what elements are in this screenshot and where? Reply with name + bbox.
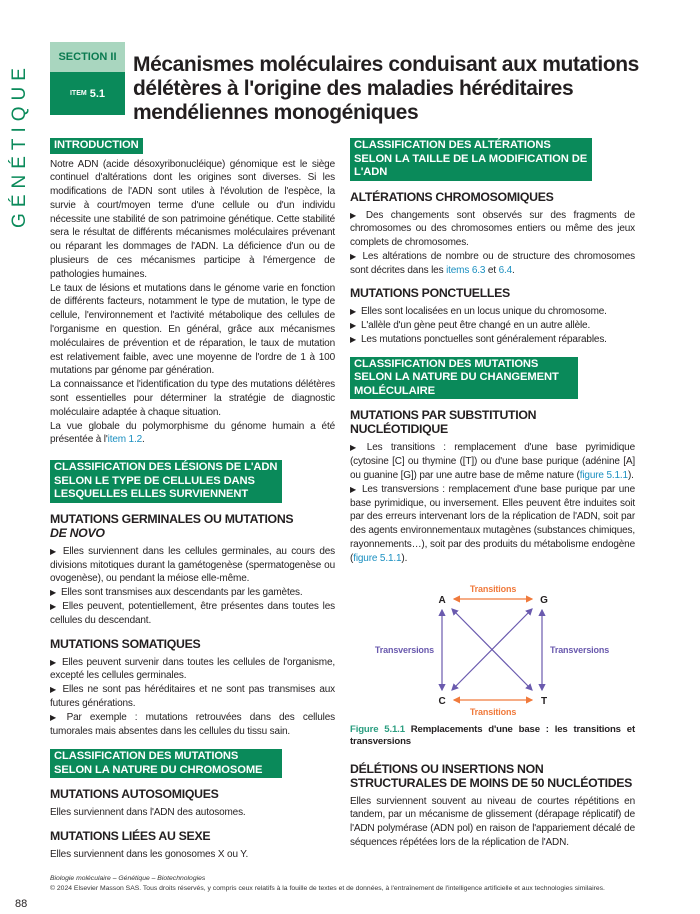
text: ). xyxy=(401,552,408,564)
sidebar-text: GÉNÉTIQUE xyxy=(9,62,30,228)
bullet xyxy=(350,441,635,482)
intro-paragraph: Le taux de lésions et mutations dans le génome varie en fonction de différents facteurs, notamment le type de mutation, le type de cellule, l'environnement et l'activité métabolique des cellules de l'organisme en question. En général, grâce aux mécanismes moléculaires de prévention et de réparation, le taux de mutation est relativement faible, avec une moyenne de l'ordre de 1 à 100 mutations par génome par génération. xyxy=(50,282,335,377)
section-badge xyxy=(50,42,125,115)
transitions-label-bottom: Transitions xyxy=(469,706,517,717)
item-link[interactable]: item 1.2 xyxy=(107,434,143,446)
section-heading-box: CLASSIFICATION DES MUTATIONS SELON LA NATURE DU CHROMOSOME xyxy=(50,749,282,778)
subheading: ALTÉRATIONS CHROMOSOMIQUES xyxy=(350,189,554,204)
text: La vue globale du polymorphisme du génome humain a été présentée à l' xyxy=(50,420,335,446)
bullet: ▶ Elles peuvent survenir dans toutes les cellules de l'organisme, excepté les cellules germinales. xyxy=(50,656,335,684)
page-title: Mécanismes moléculaires conduisant aux mutations délétères à l'origine des maladies héréditaires mendéliennes monogéniques xyxy=(133,53,639,124)
section-label: SECTION II xyxy=(50,42,125,72)
bullet: ▶ Elles sont transmises aux descendants par les gamètes. xyxy=(50,586,335,600)
figure-link[interactable]: figure 5.1.1 xyxy=(353,552,402,564)
item-number: 5.1 xyxy=(89,87,106,100)
bullet: ▶ Elles sont localisées en un locus unique du chromosome. xyxy=(350,305,635,319)
paragraph: Elles surviennent souvent au niveau de courtes répétitions en tandem, par un mécanisme de glissement (dérapage réplicatif) de l'ADN polymérase (ADN pol) en raison de l'appariement décalé de séquences répétées lors de la réplication de l'ADN. xyxy=(350,795,635,848)
subheading: MUTATIONS LIÉES AU SEXE xyxy=(50,829,211,844)
transversions-label-right: Transversions xyxy=(550,644,610,655)
sidebar-label xyxy=(4,62,36,228)
caption-text: Remplacements d'une base : les transitions et transversions xyxy=(350,723,635,747)
bullet: ▶ Elles peuvent, potentiellement, être présentes dans toutes les cellules du descendant. xyxy=(50,600,335,628)
item-link[interactable]: 6.4 xyxy=(498,264,513,276)
base-c: C xyxy=(438,695,446,707)
page-header xyxy=(50,42,700,125)
bullet: ▶ Par exemple : mutations retrouvées dans des cellules tumorales mais absentes dans les cellules du tissu sain. xyxy=(50,711,335,739)
subheading: MUTATIONS PONCTUELLES xyxy=(350,286,510,301)
item-label xyxy=(50,72,125,115)
section-heading-box: CLASSIFICATION DES MUTATIONS SELON LA NATURE DU CHANGEMENT MOLÉCULAIRE xyxy=(350,357,578,400)
bullet: ▶ Des changements sont observés sur des fragments de chromosomes ou des chromosomes entiers ou même des jeux complets de chromosomes. xyxy=(350,209,635,250)
diagram xyxy=(350,582,635,722)
text: Les transitions : remplacement d'une base pyrimidique (cytosine [C] ou thymine ([T]) ou d'une base purique (adénine [A] ou guanine [G]) par une autre base de même nature ( xyxy=(350,442,636,481)
caption-number: Figure 5.1.1 xyxy=(350,723,405,735)
intro-paragraph: La connaissance et l'identification du type des mutations délétères sont essentielles pour déterminer la stratégie de diagnostic moléculaire adaptée à chaque situation. xyxy=(50,379,335,418)
figure-transitions-transversions xyxy=(350,582,635,722)
text: . xyxy=(512,264,515,276)
footer-copyright: © 2024 Elsevier Masson SAS. Tous droits réservés, y compris ceux relatifs à la fouille de textes et de données, à l'entraînement de l'intelligence artificielle et aux technologies similaires. xyxy=(50,884,605,892)
section-heading-box: CLASSIFICATION DES ALTÉRATIONS SELON LA TAILLE DE LA MODIFICATION DE L'ADN xyxy=(350,138,592,181)
bullet: ▶ Les mutations ponctuelles sont généralement réparables. xyxy=(350,333,635,347)
bullet: ▶ L'allèle d'un gène peut être changé en un autre allèle. xyxy=(350,319,635,333)
text: . xyxy=(142,434,145,446)
subheading: DÉLÉTIONS OU INSERTIONS NON STRUCTURALES DE MOINS DE 50 NUCLÉOTIDES xyxy=(350,761,633,790)
footer xyxy=(15,874,700,910)
page-number: 88 xyxy=(15,897,28,910)
subheading: MUTATIONS SOMATIQUES xyxy=(50,636,201,651)
bullet: ▶ Elles surviennent dans les cellules germinales, au cours des divisions mitotiques durant la gamétogenèse (spermatogenèse ou ovogenèse), ou pendant la méiose elle-même. xyxy=(50,545,335,586)
subheading: MUTATIONS AUTOSOMIQUES xyxy=(50,787,219,802)
text: et xyxy=(485,264,499,276)
text: ). xyxy=(627,469,634,481)
section-heading-box: CLASSIFICATION DES LÉSIONS DE L'ADN SELON LE TYPE DE CELLULES DANS LESQUELLES ELLES SURVIENNENT xyxy=(50,460,282,503)
figure-link[interactable]: figure 5.1.1 xyxy=(579,469,628,481)
base-t: T xyxy=(541,695,547,707)
paragraph: Elles surviennent dans les gonosomes X ou Y. xyxy=(50,849,249,861)
base-a: A xyxy=(438,594,446,606)
text: DE NOVO xyxy=(50,525,105,540)
text: Les transversions : remplacement d'une base purique par une base pyrimidique, ou inversement. Elles peuvent être induites soit par des erreurs intervenant lors de la réplication de l'ADN, soit par des agents environnementaux mutagènes (substances chimiques, rayonnements…), soit par des produits du métabolisme endogène ( xyxy=(350,483,635,564)
subheading: MUTATIONS PAR SUBSTITUTION NUCLÉOTIDIQUE xyxy=(350,408,537,437)
item-link[interactable]: items 6.3 xyxy=(446,264,486,276)
bullet: ▶ Elles ne sont pas héréditaires et ne sont pas transmises aux futures générations. xyxy=(50,683,335,711)
bullet xyxy=(350,250,635,278)
footer-book-title: Biologie moléculaire – Génétique – Biotechnologies xyxy=(50,874,206,882)
transitions-label-top: Transitions xyxy=(469,583,517,594)
subheading xyxy=(50,512,335,540)
bullet xyxy=(350,483,635,566)
paragraph: Elles surviennent dans l'ADN des autosomes. xyxy=(50,807,246,819)
intro-paragraph xyxy=(50,420,335,448)
intro-paragraph: Notre ADN (acide désoxyribonucléique) génomique est le siège continuel d'altérations dont les origines sont diverses. Si les modifications de l'ADN sont utiles à l'évolution de l'espèce, la survie à court/moyen terme d'une cellule ou d'un individu nécessite une stabilité de son patrimoine génétique. Cette stabilité sera le résultat de différents mécanismes moléculaires prévenant ou réparant les dommages de l'ADN. La déficience d'un ou de plusieurs de ces mécanismes participe à l'émergence de pathologies humaines. xyxy=(50,158,335,280)
text: MUTATIONS GERMINALES OU MUTATIONS xyxy=(50,511,294,526)
item-prefix: ITEM xyxy=(69,90,87,97)
text: Les altérations de nombre ou de structure des chromosomes sont décrites dans les xyxy=(350,250,635,276)
transversions-label-left: Transversions xyxy=(374,644,434,655)
right-column xyxy=(350,138,635,850)
figure-caption xyxy=(350,724,635,748)
columns xyxy=(50,138,700,862)
left-column xyxy=(50,138,335,862)
intro-heading: INTRODUCTION xyxy=(50,138,143,154)
base-g: G xyxy=(540,594,548,606)
